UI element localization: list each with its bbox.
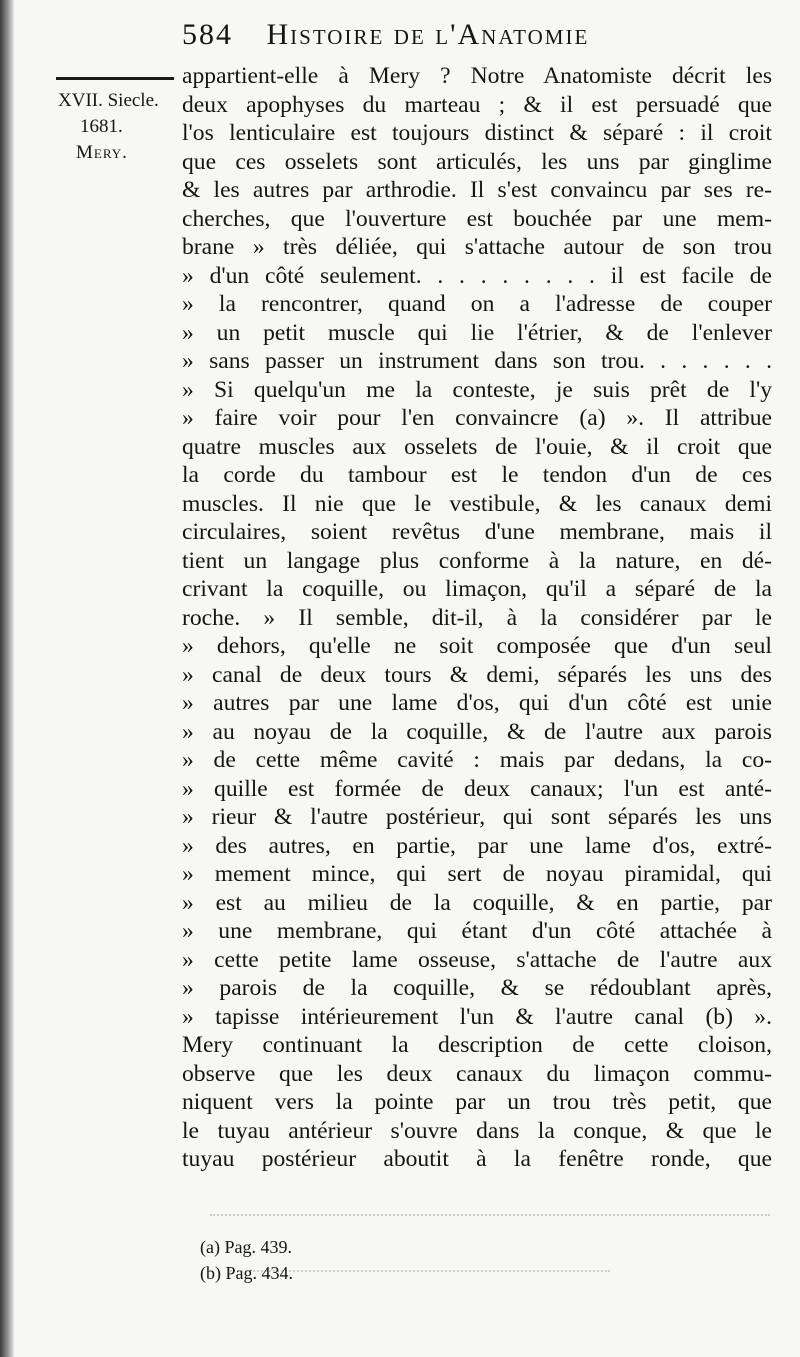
text-line: muscles. Il nie que le vestibule, & les canaux demi [182,490,772,517]
text-line: » est au milieu de la coquille, & en partie, par [182,889,772,916]
page-header [182,18,772,58]
text-line: » canal de deux tours & demi, séparés les uns des [182,661,772,688]
text-line: appartient-elle à Mery ? Notre Anatomiste décrit les [182,63,772,89]
margin-rule [56,77,174,80]
text-line: » au noyau de la coquille, & de l'autre aux parois [182,718,772,745]
text-line: » Si quelqu'un me la conteste, je suis prêt de l'y [182,376,772,403]
text-line: » la rencontrer, quand on a l'adresse de couper [182,291,772,317]
margin-note-year: 1681. [80,116,123,137]
page-number: 584 [182,18,233,51]
text-line: » autres par une lame d'os, qui d'un côté est unie [182,690,772,716]
page-gutter-shadow [0,0,14,1357]
text-line: crivant la coquille, ou limaçon, qu'il a séparé de la [182,576,772,602]
footnote-a: (a) Pag. 439. [200,1237,292,1257]
text-line: » d'un côté seulement. . . . . . . . . il est facile de [182,262,772,289]
text-line: niquent vers la pointe par un trou très petit, que [182,1089,772,1115]
text-line: que ces osselets sont articulés, les uns par ginglime [182,148,772,175]
text-line: observe que les deux canaux du limaçon commu- [182,1060,772,1087]
body-text [182,62,772,1174]
text-line: » des autres, en partie, par une lame d'os, extré- [182,832,772,859]
text-line: la corde du tambour est le tendon d'un de ces [182,462,772,488]
footnotes [200,1234,500,1286]
text-line: quatre muscles aux osselets de l'ouie, & il croit que [182,433,772,460]
margin-note-century: XVII. Siecle. [58,90,159,111]
text-line: le tuyau antérieur s'ouvre dans la conque, & que le [182,1117,772,1144]
running-title: Histoire de l'Anatomie [266,18,590,51]
text-line: » de cette même cavité : mais par dedans, la co- [182,747,772,773]
text-line: » faire voir pour l'en convaincre (a) ». Il attribue [182,405,772,431]
text-line: roche. » Il semble, dit-il, à la considérer par le [182,604,772,631]
text-line: & les autres par arthrodie. Il s'est convaincu par ses re- [182,177,772,203]
text-line: » mement mince, qui sert de noyau piramidal, qui [182,861,772,887]
text-line: tuyau postérieur aboutit à la fenêtre ronde, que [182,1146,772,1172]
text-line: » cette petite lame osseuse, s'attache de l'autre aux [182,946,772,973]
text-line: Mery continuant la description de cette cloison, [182,1032,772,1058]
text-line: deux apophyses du marteau ; & il est persuadé que [182,91,772,118]
text-line: » dehors, qu'elle ne soit composée que d'un seul [182,633,772,659]
text-line: l'os lenticulaire est toujours distinct & séparé : il croit [182,120,772,146]
text-line: » quille est formée de deux canaux; l'un est anté- [182,775,772,802]
text-line: brane » très déliée, qui s'attache autour de son trou [182,234,772,260]
text-line: » une membrane, qui étant d'un côté attachée à [182,918,772,944]
footnote-b: (b) Pag. 434. [200,1263,293,1283]
text-line: cherches, que l'ouverture est bouchée par une mem- [182,205,772,232]
text-line: tient un langage plus conforme à la nature, en dé- [182,547,772,574]
text-line: » parois de la coquille, & se rédoublant après, [182,975,772,1001]
text-line: » tapisse intérieurement l'un & l'autre canal (b) ». [182,1003,772,1030]
margin-note-name: Mery. [76,142,128,163]
text-line: circulaires, soient revêtus d'une membrane, mais il [182,519,772,545]
text-line: » sans passer un instrument dans son trou. . . . . . . [182,348,772,374]
text-line: » un petit muscle qui lie l'étrier, & de l'enlever [182,319,772,346]
margin-notes [58,88,178,166]
text-line: » rieur & l'autre postérieur, qui sont séparés les uns [182,804,772,830]
